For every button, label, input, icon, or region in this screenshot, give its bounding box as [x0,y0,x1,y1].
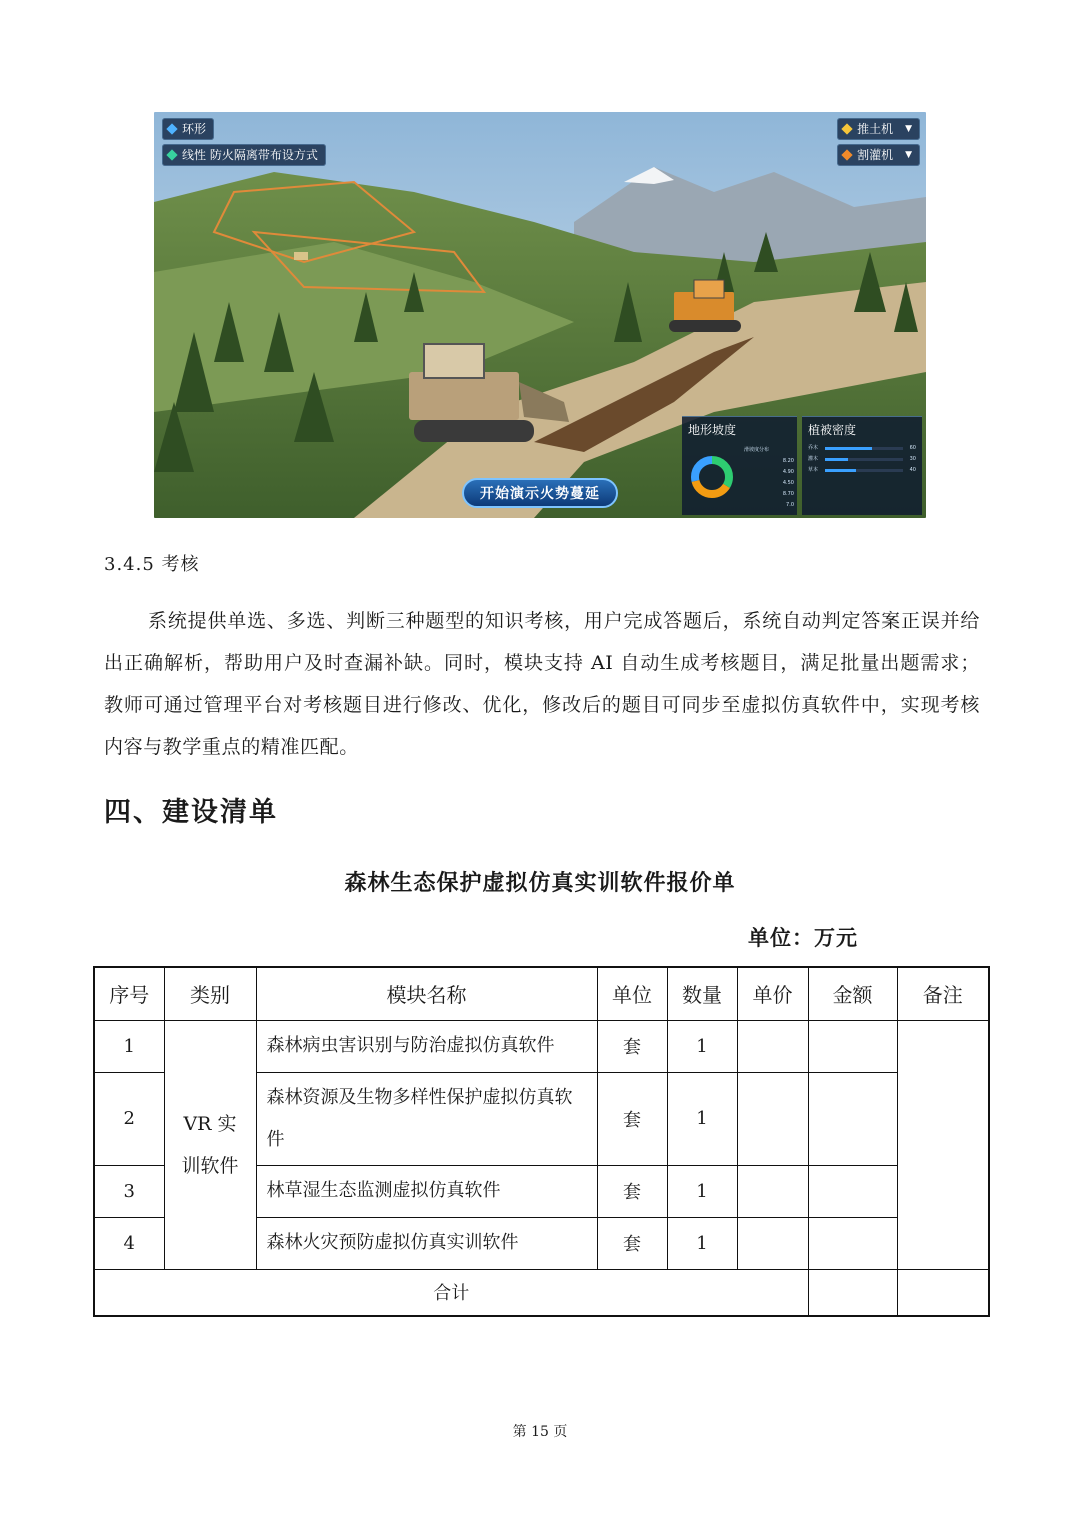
slope-value-list [744,445,794,511]
table-unit-note: 单位：万元 [748,926,858,950]
quantity-cell: 1 [667,1072,737,1165]
vegetation-row [808,465,916,476]
module-name: 林草湿生态监测虚拟仿真软件 [256,1165,597,1217]
module-name: 森林病虫害识别与防治虚拟仿真软件 [256,1020,597,1072]
remarks-cell [897,1020,989,1269]
header-cell: 类别 [164,967,256,1020]
module-name: 森林资源及生物多样性保护虚拟仿真软件 [256,1072,597,1165]
body-paragraph: 系统提供单选、多选、判断三种题型的知识考核，用户完成答题后，系统自动判定答案正误并给出正确解析，帮助用户及时查漏补缺。同时，模块支持 AI 自动生成考核题目，满足批量出题需求；教师可通过管理平台对考核题目进行修改、优化，修改后的题目可同步至虚拟仿真软件中，实现考核内容与教学重点的精准匹配。 [104,610,980,758]
unit-cell: 套 [597,1165,667,1217]
slope-subtitle: 滑坡度分布 [744,447,770,453]
slope-value: 7.0 [786,502,794,508]
start-fire-spread-button[interactable]: 开始演示火势蔓延 [462,478,618,508]
vegetation-density-panel [802,416,922,515]
slope-value: 8.20 [782,458,794,464]
vegetation-value: 60 [909,445,916,451]
section-heading: 3.4.5 考核 [104,554,200,575]
layout-option-linear[interactable]: 线性 防火隔离带布设方式 [162,144,326,166]
row-number: 2 [94,1072,164,1165]
diamond-icon [841,123,852,134]
equipment-select-brushcutter[interactable]: 割灌机 ▼ [837,144,920,166]
slope-value: 4.50 [782,480,794,486]
row-number: 4 [94,1217,164,1269]
header-cell: 单位 [597,967,667,1020]
vegetation-label: 草本 [808,467,819,473]
density-bar-track [825,447,903,450]
header-cell: 模块名称 [256,967,597,1020]
density-bar-fill [825,447,872,450]
terrain-slope-panel [682,416,797,515]
chevron-down-icon: ▼ [905,150,912,160]
total-label: 合计 [94,1269,808,1316]
diamond-icon [166,123,177,134]
page-number: 第 15 页 [512,1424,568,1440]
unit-price-cell [737,1165,808,1217]
unit-price-cell [737,1020,808,1072]
quantity-cell: 1 [667,1165,737,1217]
layout-option-ring[interactable]: 环形 [162,118,214,140]
category-cell: VR 实训软件 [164,1020,256,1269]
amount-cell [808,1165,897,1217]
header-cell: 备注 [897,967,989,1020]
table-title: 森林生态保护虚拟仿真实训软件报价单 [344,871,736,896]
chapter-heading: 四、建设清单 [104,797,278,828]
slope-value: 4.90 [782,469,794,475]
panel-title: 地形坡度 [688,423,737,437]
table-header-row [94,967,989,1020]
unit-price-cell [737,1072,808,1165]
module-name: 森林火灾预防虚拟仿真实训软件 [256,1217,597,1269]
unit-cell: 套 [597,1020,667,1072]
vegetation-bars [808,443,916,476]
panel-title: 植被密度 [808,423,857,437]
quotation-table [93,966,990,1317]
total-remarks-cell [897,1269,989,1316]
header-cell: 序号 [94,967,164,1020]
donut-chart [688,453,736,501]
amount-cell [808,1020,897,1072]
row-number: 1 [94,1020,164,1072]
vegetation-row [808,443,916,454]
diamond-icon [841,149,852,160]
diamond-icon [166,149,177,160]
vegetation-label: 灌木 [808,456,819,462]
vegetation-value: 40 [909,467,916,473]
quantity-cell: 1 [667,1217,737,1269]
header-cell: 数量 [667,967,737,1020]
chevron-down-icon: ▼ [905,124,912,134]
vegetation-row [808,454,916,465]
density-bar-fill [825,458,848,461]
density-bar-track [825,458,903,461]
simulation-screenshot [154,112,926,518]
vegetation-value: 30 [909,456,916,462]
amount-cell [808,1217,897,1269]
unit-price-cell [737,1217,808,1269]
table-total-row [94,1269,989,1316]
density-bar-track [825,469,903,472]
density-bar-fill [825,469,856,472]
header-cell: 金额 [808,967,897,1020]
quantity-cell: 1 [667,1020,737,1072]
vegetation-label: 乔木 [808,445,819,451]
equipment-select-bulldozer[interactable]: 推土机 ▼ [837,118,920,140]
table-row [94,1020,989,1072]
unit-cell: 套 [597,1217,667,1269]
total-amount-cell [808,1269,897,1316]
amount-cell [808,1072,897,1165]
slope-value: 8.70 [782,491,794,497]
header-cell: 单价 [737,967,808,1020]
unit-cell: 套 [597,1072,667,1165]
row-number: 3 [94,1165,164,1217]
